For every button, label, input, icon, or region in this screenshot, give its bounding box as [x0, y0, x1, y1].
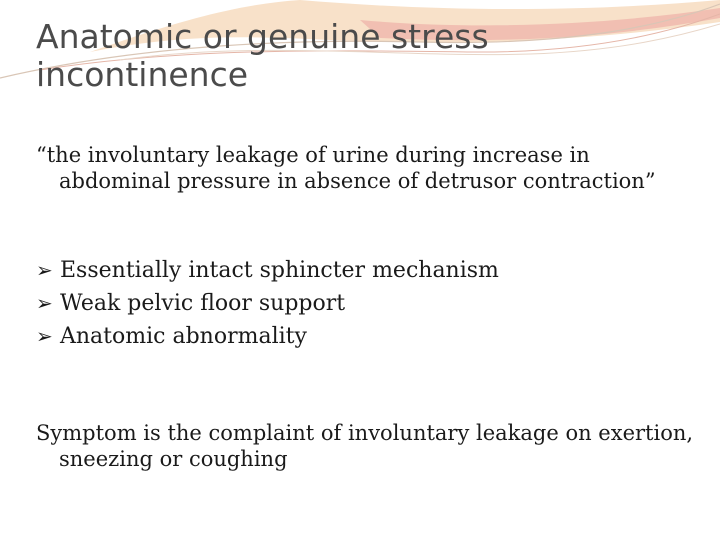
- bullet-item: [36, 320, 676, 353]
- bullet-text: Weak pelvic floor support: [60, 291, 346, 316]
- arrow-bullet-icon: ➢: [36, 324, 53, 348]
- bullet-text: Anatomic abnormality: [60, 324, 307, 349]
- bullet-text: Essentially intact sphincter mechanism: [60, 258, 499, 283]
- slide-title: Anatomic or genuine stress incontinence: [36, 17, 489, 94]
- bullet-item: [36, 287, 676, 320]
- bullet-item: [36, 254, 676, 287]
- bullet-list: [36, 254, 676, 353]
- arrow-bullet-icon: ➢: [36, 258, 53, 282]
- symptom-text: Symptom is the complaint of involuntary leakage on exertion, sneezing or coughing: [36, 421, 694, 471]
- arrow-bullet-icon: ➢: [36, 291, 53, 315]
- definition-text: “the involuntary leakage of urine during increase in abdominal pressure in absence of detrusor contraction”: [36, 143, 656, 193]
